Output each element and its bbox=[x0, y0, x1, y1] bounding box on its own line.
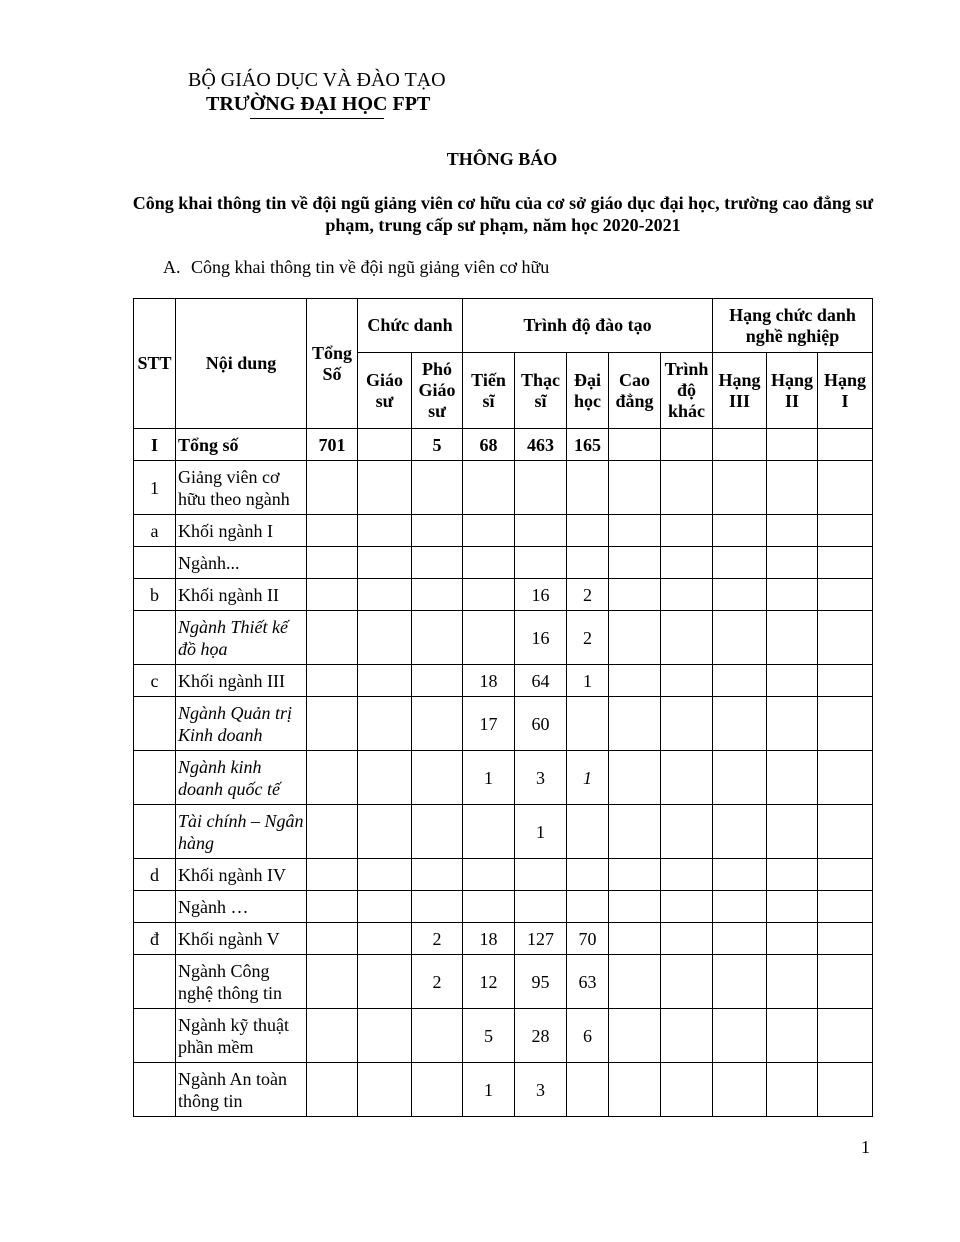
cell-stt bbox=[134, 955, 176, 1009]
cell-rank1 bbox=[818, 923, 873, 955]
cell-rank2 bbox=[767, 515, 818, 547]
cell-bachelor bbox=[567, 515, 609, 547]
cell-rank3 bbox=[713, 891, 767, 923]
cell-college bbox=[609, 461, 661, 515]
cell-other bbox=[661, 461, 713, 515]
cell-phd: 1 bbox=[463, 751, 515, 805]
cell-rank3 bbox=[713, 611, 767, 665]
cell-professor bbox=[358, 923, 412, 955]
cell-master: 1 bbox=[515, 805, 567, 859]
cell-professor bbox=[358, 751, 412, 805]
cell-content: Ngành Thiết kế đồ họa bbox=[176, 611, 307, 665]
cell-professor bbox=[358, 805, 412, 859]
cell-professor bbox=[358, 461, 412, 515]
cell-total bbox=[307, 805, 358, 859]
cell-bachelor: 165 bbox=[567, 429, 609, 461]
col-header-rank-group: Hạng chức danh nghề nghiệp bbox=[713, 299, 873, 353]
cell-college bbox=[609, 1009, 661, 1063]
cell-stt: b bbox=[134, 579, 176, 611]
cell-rank2 bbox=[767, 891, 818, 923]
cell-total bbox=[307, 1063, 358, 1117]
cell-rank3 bbox=[713, 1009, 767, 1063]
cell-bachelor bbox=[567, 805, 609, 859]
cell-master bbox=[515, 891, 567, 923]
cell-phd: 18 bbox=[463, 923, 515, 955]
table-row bbox=[134, 547, 873, 579]
cell-master: 16 bbox=[515, 579, 567, 611]
cell-other bbox=[661, 429, 713, 461]
cell-rank2 bbox=[767, 429, 818, 461]
cell-college bbox=[609, 515, 661, 547]
cell-total bbox=[307, 697, 358, 751]
cell-rank1 bbox=[818, 547, 873, 579]
cell-other bbox=[661, 859, 713, 891]
ministry-name: BỘ GIÁO DỤC VÀ ĐÀO TẠO bbox=[188, 69, 446, 91]
cell-other bbox=[661, 579, 713, 611]
cell-content: Ngành... bbox=[176, 547, 307, 579]
cell-other bbox=[661, 1009, 713, 1063]
cell-professor bbox=[358, 611, 412, 665]
cell-other bbox=[661, 547, 713, 579]
cell-rank3 bbox=[713, 579, 767, 611]
cell-professor bbox=[358, 859, 412, 891]
col-header-education-group: Trình độ đào tạo bbox=[463, 299, 713, 353]
cell-other bbox=[661, 805, 713, 859]
cell-professor bbox=[358, 547, 412, 579]
cell-rank2 bbox=[767, 923, 818, 955]
cell-assoc-professor bbox=[412, 547, 463, 579]
cell-bachelor: 63 bbox=[567, 955, 609, 1009]
cell-rank3 bbox=[713, 515, 767, 547]
cell-content: Tổng số bbox=[176, 429, 307, 461]
cell-content: Tài chính – Ngân hàng bbox=[176, 805, 307, 859]
cell-phd bbox=[463, 515, 515, 547]
cell-college bbox=[609, 429, 661, 461]
cell-phd bbox=[463, 611, 515, 665]
cell-stt: c bbox=[134, 665, 176, 697]
cell-college bbox=[609, 859, 661, 891]
table-row bbox=[134, 611, 873, 665]
col-header-stt: STT bbox=[134, 299, 176, 429]
cell-phd bbox=[463, 579, 515, 611]
cell-master: 3 bbox=[515, 751, 567, 805]
cell-college bbox=[609, 891, 661, 923]
cell-rank3 bbox=[713, 1063, 767, 1117]
cell-other bbox=[661, 923, 713, 955]
cell-master: 60 bbox=[515, 697, 567, 751]
cell-total bbox=[307, 859, 358, 891]
cell-bachelor: 70 bbox=[567, 923, 609, 955]
cell-rank1 bbox=[818, 579, 873, 611]
cell-professor bbox=[358, 1063, 412, 1117]
cell-total bbox=[307, 923, 358, 955]
table-row bbox=[134, 859, 873, 891]
col-header-rank2: Hạng II bbox=[767, 353, 818, 429]
cell-bachelor: 1 bbox=[567, 665, 609, 697]
cell-assoc-professor bbox=[412, 891, 463, 923]
cell-other bbox=[661, 891, 713, 923]
col-header-phd: Tiến sĩ bbox=[463, 353, 515, 429]
cell-stt bbox=[134, 751, 176, 805]
table-row bbox=[134, 923, 873, 955]
cell-rank1 bbox=[818, 859, 873, 891]
cell-rank2 bbox=[767, 665, 818, 697]
cell-phd: 12 bbox=[463, 955, 515, 1009]
cell-master: 95 bbox=[515, 955, 567, 1009]
cell-rank2 bbox=[767, 611, 818, 665]
table-row bbox=[134, 697, 873, 751]
cell-other bbox=[661, 1063, 713, 1117]
cell-phd: 17 bbox=[463, 697, 515, 751]
col-header-rank1: Hạng I bbox=[818, 353, 873, 429]
table-row bbox=[134, 1009, 873, 1063]
cell-total: 701 bbox=[307, 429, 358, 461]
cell-rank1 bbox=[818, 1009, 873, 1063]
cell-content: Ngành An toàn thông tin bbox=[176, 1063, 307, 1117]
cell-stt bbox=[134, 1063, 176, 1117]
cell-rank1 bbox=[818, 891, 873, 923]
section-heading bbox=[163, 256, 549, 278]
cell-assoc-professor bbox=[412, 515, 463, 547]
cell-content: Ngành … bbox=[176, 891, 307, 923]
table-row bbox=[134, 1063, 873, 1117]
cell-content: Ngành Quản trị Kinh doanh bbox=[176, 697, 307, 751]
cell-bachelor bbox=[567, 891, 609, 923]
cell-master: 3 bbox=[515, 1063, 567, 1117]
cell-assoc-professor bbox=[412, 579, 463, 611]
cell-total bbox=[307, 1009, 358, 1063]
cell-bachelor bbox=[567, 461, 609, 515]
cell-content: Giảng viên cơ hữu theo ngành bbox=[176, 461, 307, 515]
cell-professor bbox=[358, 955, 412, 1009]
cell-rank1 bbox=[818, 805, 873, 859]
cell-other bbox=[661, 697, 713, 751]
cell-bachelor: 2 bbox=[567, 611, 609, 665]
cell-rank2 bbox=[767, 805, 818, 859]
cell-phd bbox=[463, 805, 515, 859]
cell-stt: a bbox=[134, 515, 176, 547]
cell-rank2 bbox=[767, 697, 818, 751]
col-header-college: Cao đẳng bbox=[609, 353, 661, 429]
cell-rank3 bbox=[713, 955, 767, 1009]
cell-stt bbox=[134, 611, 176, 665]
cell-rank3 bbox=[713, 751, 767, 805]
cell-bachelor bbox=[567, 1063, 609, 1117]
table-row bbox=[134, 751, 873, 805]
col-header-rank3: Hạng III bbox=[713, 353, 767, 429]
cell-master: 127 bbox=[515, 923, 567, 955]
cell-master bbox=[515, 515, 567, 547]
section-letter: A. bbox=[163, 257, 181, 277]
document-subtitle: Công khai thông tin về đội ngũ giảng viên cơ hữu của cơ sở giáo dục đại học, trường cao đẳng sư phạm, trung cấp sư phạm, năm học 2020-2021 bbox=[132, 193, 874, 235]
cell-rank3 bbox=[713, 547, 767, 579]
lecturer-table bbox=[133, 298, 873, 1117]
cell-assoc-professor bbox=[412, 859, 463, 891]
col-header-title-group: Chức danh bbox=[358, 299, 463, 353]
cell-phd bbox=[463, 891, 515, 923]
cell-rank2 bbox=[767, 461, 818, 515]
cell-total bbox=[307, 955, 358, 1009]
cell-other bbox=[661, 665, 713, 697]
col-header-other: Trình độ khác bbox=[661, 353, 713, 429]
cell-total bbox=[307, 611, 358, 665]
header-row-group bbox=[134, 299, 873, 353]
cell-total bbox=[307, 461, 358, 515]
cell-bachelor: 2 bbox=[567, 579, 609, 611]
cell-stt bbox=[134, 891, 176, 923]
cell-rank3 bbox=[713, 859, 767, 891]
cell-assoc-professor bbox=[412, 665, 463, 697]
cell-master: 28 bbox=[515, 1009, 567, 1063]
cell-content: Khối ngành II bbox=[176, 579, 307, 611]
cell-rank2 bbox=[767, 859, 818, 891]
cell-stt bbox=[134, 805, 176, 859]
cell-assoc-professor: 2 bbox=[412, 955, 463, 1009]
cell-rank3 bbox=[713, 697, 767, 751]
cell-rank2 bbox=[767, 1063, 818, 1117]
col-header-content: Nội dung bbox=[176, 299, 307, 429]
cell-college bbox=[609, 547, 661, 579]
document-title: THÔNG BÁO bbox=[446, 149, 558, 169]
cell-content: Ngành Công nghệ thông tin bbox=[176, 955, 307, 1009]
table-row bbox=[134, 429, 873, 461]
cell-rank1 bbox=[818, 429, 873, 461]
cell-stt: I bbox=[134, 429, 176, 461]
header-underline bbox=[250, 118, 384, 119]
cell-total bbox=[307, 515, 358, 547]
cell-professor bbox=[358, 429, 412, 461]
cell-college bbox=[609, 923, 661, 955]
col-header-bachelor: Đại học bbox=[567, 353, 609, 429]
cell-rank2 bbox=[767, 955, 818, 1009]
cell-other bbox=[661, 515, 713, 547]
page-number: 1 bbox=[861, 1137, 870, 1157]
cell-rank1 bbox=[818, 611, 873, 665]
cell-assoc-professor bbox=[412, 611, 463, 665]
cell-stt: d bbox=[134, 859, 176, 891]
cell-total bbox=[307, 547, 358, 579]
cell-bachelor bbox=[567, 697, 609, 751]
cell-other bbox=[661, 611, 713, 665]
cell-phd bbox=[463, 859, 515, 891]
table-row bbox=[134, 891, 873, 923]
cell-professor bbox=[358, 891, 412, 923]
table-row bbox=[134, 665, 873, 697]
cell-assoc-professor bbox=[412, 1009, 463, 1063]
cell-rank3 bbox=[713, 461, 767, 515]
cell-rank3 bbox=[713, 665, 767, 697]
cell-professor bbox=[358, 515, 412, 547]
col-header-total: Tổng Số bbox=[307, 299, 358, 429]
table-row bbox=[134, 461, 873, 515]
cell-college bbox=[609, 579, 661, 611]
cell-master: 463 bbox=[515, 429, 567, 461]
cell-rank2 bbox=[767, 1009, 818, 1063]
cell-phd: 18 bbox=[463, 665, 515, 697]
cell-college bbox=[609, 665, 661, 697]
cell-rank1 bbox=[818, 697, 873, 751]
cell-rank3 bbox=[713, 923, 767, 955]
cell-content: Ngành kinh doanh quốc tế bbox=[176, 751, 307, 805]
table-row bbox=[134, 955, 873, 1009]
cell-college bbox=[609, 611, 661, 665]
col-header-assoc-professor: Phó Giáo sư bbox=[412, 353, 463, 429]
cell-bachelor: 6 bbox=[567, 1009, 609, 1063]
cell-college bbox=[609, 1063, 661, 1117]
cell-other bbox=[661, 955, 713, 1009]
cell-content: Khối ngành I bbox=[176, 515, 307, 547]
cell-college bbox=[609, 751, 661, 805]
cell-assoc-professor bbox=[412, 697, 463, 751]
col-header-master: Thạc sĩ bbox=[515, 353, 567, 429]
cell-assoc-professor bbox=[412, 461, 463, 515]
cell-content: Khối ngành III bbox=[176, 665, 307, 697]
cell-bachelor bbox=[567, 859, 609, 891]
cell-master: 16 bbox=[515, 611, 567, 665]
cell-rank2 bbox=[767, 751, 818, 805]
cell-rank1 bbox=[818, 461, 873, 515]
cell-college bbox=[609, 805, 661, 859]
cell-professor bbox=[358, 1009, 412, 1063]
cell-bachelor bbox=[567, 547, 609, 579]
section-text: Công khai thông tin về đội ngũ giảng viên cơ hữu bbox=[191, 257, 550, 277]
cell-rank1 bbox=[818, 751, 873, 805]
cell-content: Khối ngành V bbox=[176, 923, 307, 955]
cell-phd: 1 bbox=[463, 1063, 515, 1117]
cell-total bbox=[307, 891, 358, 923]
cell-stt bbox=[134, 547, 176, 579]
cell-master bbox=[515, 859, 567, 891]
table-row bbox=[134, 805, 873, 859]
university-name: TRƯỜNG ĐẠI HỌC FPT bbox=[206, 93, 431, 115]
table-row bbox=[134, 515, 873, 547]
cell-assoc-professor bbox=[412, 805, 463, 859]
col-header-professor: Giáo sư bbox=[358, 353, 412, 429]
cell-total bbox=[307, 579, 358, 611]
cell-assoc-professor bbox=[412, 1063, 463, 1117]
cell-content: Khối ngành IV bbox=[176, 859, 307, 891]
cell-rank2 bbox=[767, 547, 818, 579]
cell-phd bbox=[463, 547, 515, 579]
table-row bbox=[134, 579, 873, 611]
cell-professor bbox=[358, 665, 412, 697]
cell-assoc-professor bbox=[412, 751, 463, 805]
cell-college bbox=[609, 955, 661, 1009]
cell-total bbox=[307, 665, 358, 697]
cell-rank1 bbox=[818, 955, 873, 1009]
cell-assoc-professor: 5 bbox=[412, 429, 463, 461]
cell-content: Ngành kỹ thuật phần mềm bbox=[176, 1009, 307, 1063]
cell-phd bbox=[463, 461, 515, 515]
cell-professor bbox=[358, 697, 412, 751]
cell-rank3 bbox=[713, 805, 767, 859]
cell-rank2 bbox=[767, 579, 818, 611]
cell-stt bbox=[134, 697, 176, 751]
cell-phd: 5 bbox=[463, 1009, 515, 1063]
cell-assoc-professor: 2 bbox=[412, 923, 463, 955]
cell-master: 64 bbox=[515, 665, 567, 697]
cell-master bbox=[515, 547, 567, 579]
cell-stt: 1 bbox=[134, 461, 176, 515]
cell-stt bbox=[134, 1009, 176, 1063]
cell-bachelor: 1 bbox=[567, 751, 609, 805]
cell-other bbox=[661, 751, 713, 805]
cell-rank1 bbox=[818, 665, 873, 697]
cell-master bbox=[515, 461, 567, 515]
cell-college bbox=[609, 697, 661, 751]
cell-professor bbox=[358, 579, 412, 611]
cell-total bbox=[307, 751, 358, 805]
cell-rank1 bbox=[818, 1063, 873, 1117]
cell-phd: 68 bbox=[463, 429, 515, 461]
cell-stt: đ bbox=[134, 923, 176, 955]
cell-rank1 bbox=[818, 515, 873, 547]
cell-rank3 bbox=[713, 429, 767, 461]
